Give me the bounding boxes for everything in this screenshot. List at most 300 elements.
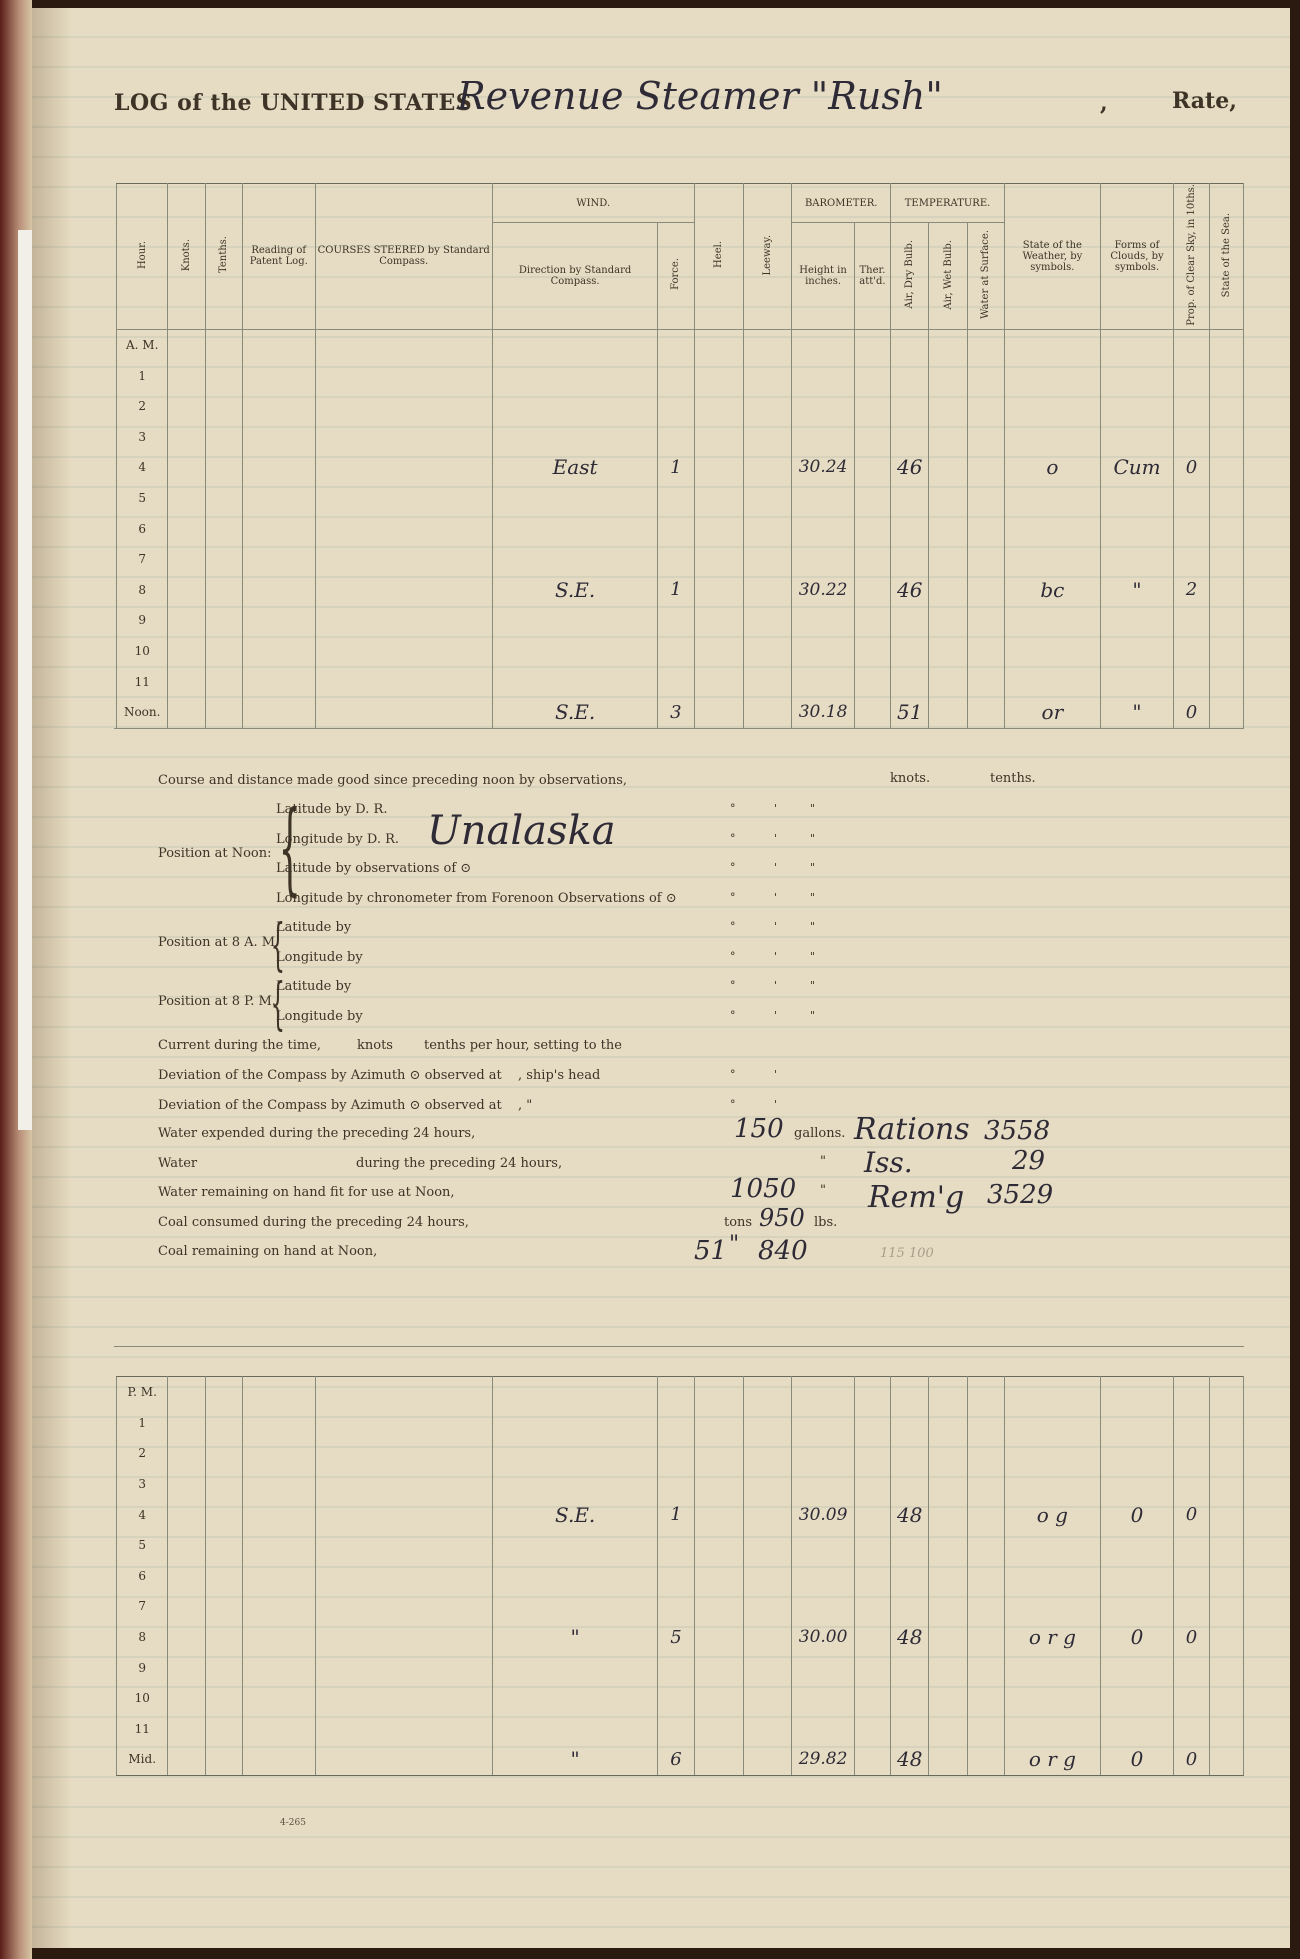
baro-ther-cell — [854, 1591, 890, 1622]
hour-cell: 2 — [117, 391, 168, 422]
baro-ther-cell — [854, 1469, 890, 1500]
wind-direction-cell — [492, 1438, 657, 1469]
hour-cell: 4 — [117, 1499, 168, 1530]
gallons-label: gallons. — [794, 1126, 846, 1141]
wind-direction-cell — [492, 544, 657, 575]
lat-obs: Latitude by observations of ⊙ — [276, 861, 472, 876]
wind-force-cell — [658, 605, 694, 636]
clear-sky-cell: 0 — [1174, 1499, 1209, 1530]
air-dry-cell — [891, 544, 929, 575]
min-marker: ' — [774, 891, 778, 904]
leeway-cell — [743, 391, 791, 422]
knots-cell — [168, 391, 205, 422]
sea-cell — [1209, 1469, 1243, 1500]
patent-log-cell — [243, 1561, 316, 1592]
water-remaining: Water remaining on hand fit for use at Noon, — [158, 1185, 455, 1200]
baro-height-cell — [792, 1591, 854, 1622]
wind-direction-cell — [492, 1530, 657, 1561]
knots-cell — [168, 483, 205, 514]
table-row — [117, 1622, 1244, 1653]
current-line: Current during the time, — [158, 1038, 322, 1053]
knots-cell — [168, 636, 205, 667]
hour-cell: 10 — [117, 1683, 168, 1714]
wind-force-cell — [658, 666, 694, 697]
deg-marker: ° — [730, 832, 736, 845]
table-row — [117, 1561, 1244, 1592]
table-row — [117, 605, 1244, 636]
water-surface-cell — [967, 329, 1004, 360]
air-wet-cell — [929, 360, 967, 391]
water-expended: Water expended during the preceding 24 hours, — [158, 1126, 476, 1141]
ditto-1: " — [820, 1154, 826, 1169]
clear-sky-cell — [1174, 544, 1209, 575]
weather-cell — [1004, 360, 1100, 391]
min-marker: ' — [774, 861, 778, 874]
water-surface-cell — [967, 391, 1004, 422]
sea-cell — [1209, 1591, 1243, 1622]
wind-direction-cell: S.E. — [492, 1499, 657, 1530]
patent-log-cell — [243, 1438, 316, 1469]
wind-direction-cell — [492, 636, 657, 667]
col-air-wet: Air, Wet Bulb. — [929, 223, 967, 330]
wind-force-cell — [658, 360, 694, 391]
wind-direction-cell — [492, 1377, 657, 1408]
wind-direction-cell — [492, 360, 657, 391]
lon-dr: Longitude by D. R. — [276, 832, 399, 847]
course-cell — [315, 1408, 492, 1439]
baro-ther-cell — [854, 1438, 890, 1469]
deviation-1: Deviation of the Compass by Azimuth ⊙ observed at — [158, 1068, 502, 1083]
tenths-cell — [205, 605, 242, 636]
air-dry-cell — [891, 1652, 929, 1683]
baro-height-cell: 30.18 — [792, 697, 854, 728]
patent-log-cell — [243, 1377, 316, 1408]
baro-ther-cell — [854, 697, 890, 728]
baro-ther-cell — [854, 422, 890, 453]
baro-height-cell — [792, 360, 854, 391]
table-row — [117, 1499, 1244, 1530]
issued-label: Iss. — [864, 1146, 913, 1179]
clear-sky-cell — [1174, 360, 1209, 391]
tenths-cell — [205, 1683, 242, 1714]
leeway-cell — [743, 697, 791, 728]
baro-height-cell: 30.22 — [792, 575, 854, 606]
heel-cell — [694, 329, 743, 360]
weather-cell — [1004, 666, 1100, 697]
table-row — [117, 697, 1244, 728]
hour-cell: Noon. — [117, 697, 168, 728]
col-hour: Hour. — [117, 184, 168, 330]
air-dry-cell — [891, 513, 929, 544]
hour-cell: 4 — [117, 452, 168, 483]
am-log-table — [116, 183, 1244, 729]
tenths-cell — [205, 329, 242, 360]
sea-cell — [1209, 605, 1243, 636]
tenths-cell — [205, 1744, 242, 1775]
wind-force-cell — [658, 483, 694, 514]
ditto-2: " — [820, 1183, 826, 1198]
water-surface-cell — [967, 422, 1004, 453]
patent-log-cell — [243, 1622, 316, 1653]
air-wet-cell — [929, 575, 967, 606]
leeway-cell — [743, 1591, 791, 1622]
air-dry-cell — [891, 1408, 929, 1439]
col-courses: COURSES STEERED by Standard Compass. — [315, 184, 492, 330]
heel-cell — [694, 391, 743, 422]
faint-note: 115 100 — [880, 1246, 934, 1261]
air-dry-cell: 46 — [891, 575, 929, 606]
deviation-2: Deviation of the Compass by Azimuth ⊙ observed at — [158, 1098, 502, 1113]
clouds-cell — [1100, 1377, 1174, 1408]
hour-cell: 1 — [117, 1408, 168, 1439]
sec-marker: " — [810, 920, 816, 933]
lon-by-8am: Longitude by — [276, 950, 363, 965]
patent-log-cell — [242, 329, 315, 360]
air-wet-cell — [929, 1591, 967, 1622]
leeway-cell — [743, 1561, 791, 1592]
weather-cell — [1004, 605, 1100, 636]
clouds-cell — [1100, 1438, 1174, 1469]
brace-noon: { — [278, 789, 301, 906]
tenths-label: tenths. — [990, 771, 1036, 786]
heel-cell — [694, 452, 743, 483]
baro-height-cell — [792, 636, 854, 667]
sea-cell — [1209, 1622, 1243, 1653]
sea-cell — [1209, 1561, 1243, 1592]
weather-cell: or — [1004, 697, 1100, 728]
heel-cell — [694, 1652, 743, 1683]
patent-log-cell — [243, 1683, 316, 1714]
wind-force-cell: 6 — [658, 1744, 694, 1775]
knots-cell — [168, 1622, 205, 1653]
col-patent-log: Reading of Patent Log. — [242, 184, 315, 330]
clear-sky-cell — [1174, 422, 1209, 453]
clear-sky-cell — [1174, 483, 1209, 514]
lon-chrono: Longitude by chronometer from Forenoon Observations of ⊙ — [276, 891, 677, 906]
wind-force-cell — [658, 544, 694, 575]
heel-cell — [694, 1561, 743, 1592]
log-title: LOG of the UNITED STATES — [114, 90, 473, 116]
leeway-cell — [743, 636, 791, 667]
hour-cell: 7 — [117, 544, 168, 575]
baro-ther-cell — [854, 329, 890, 360]
heel-cell — [694, 636, 743, 667]
hour-cell: 11 — [117, 1714, 168, 1745]
sec-marker: " — [810, 861, 816, 874]
table-row — [117, 1652, 1244, 1683]
air-wet-cell — [929, 1438, 967, 1469]
sea-cell — [1209, 666, 1243, 697]
air-dry-cell — [891, 329, 929, 360]
table-row — [117, 1683, 1244, 1714]
clear-sky-cell — [1174, 1683, 1209, 1714]
weather-cell — [1005, 1438, 1101, 1469]
water-surface-cell — [967, 1377, 1004, 1408]
air-wet-cell — [929, 544, 967, 575]
deg-marker: ° — [730, 920, 736, 933]
knots-cell — [168, 605, 205, 636]
log-page — [32, 8, 1290, 1948]
sec-marker: " — [810, 1009, 816, 1022]
hour-cell: 3 — [117, 422, 168, 453]
tenths-cell — [205, 1591, 242, 1622]
course-cell — [315, 1499, 492, 1530]
air-dry-cell — [891, 422, 929, 453]
knots-cell — [168, 422, 205, 453]
course-cell — [315, 697, 492, 728]
air-wet-cell — [929, 1499, 967, 1530]
patent-log-cell — [242, 666, 315, 697]
sea-cell — [1209, 1683, 1243, 1714]
water-during: during the preceding 24 hours, — [356, 1156, 563, 1171]
clouds-cell: Cum — [1100, 452, 1174, 483]
clouds-cell — [1100, 666, 1174, 697]
tenths-cell — [205, 1499, 242, 1530]
wind-force-cell — [658, 1408, 694, 1439]
wind-force-cell — [658, 1683, 694, 1714]
patent-log-cell — [243, 1408, 316, 1439]
position-noon-hand: Unalaska — [427, 808, 616, 854]
heel-cell — [694, 1591, 743, 1622]
baro-height-cell: 30.00 — [792, 1622, 854, 1653]
form-number: 4-265 — [280, 1818, 306, 1828]
tenths-cell — [205, 544, 242, 575]
baro-height-cell — [792, 422, 854, 453]
sea-cell — [1209, 329, 1243, 360]
knots-cell — [168, 544, 205, 575]
tenths-cell — [205, 1714, 242, 1745]
tenths-cell — [205, 1408, 242, 1439]
sec-marker: " — [810, 891, 816, 904]
knots-cell — [168, 1714, 205, 1745]
water-surface-cell — [967, 360, 1004, 391]
clear-sky-cell — [1174, 1408, 1209, 1439]
clouds-cell — [1100, 1714, 1174, 1745]
baro-ther-cell — [854, 1377, 890, 1408]
hour-cell: 3 — [117, 1469, 168, 1500]
sec-marker: " — [810, 950, 816, 963]
water-surface-cell — [967, 1591, 1004, 1622]
air-dry-cell — [891, 1714, 929, 1745]
wind-force-cell — [658, 513, 694, 544]
knots-cell — [168, 1591, 205, 1622]
sea-cell — [1209, 1652, 1243, 1683]
leeway-cell — [743, 1622, 791, 1653]
wind-direction-cell: East — [492, 452, 657, 483]
weather-cell — [1005, 1561, 1101, 1592]
baro-height-cell — [792, 1714, 854, 1745]
wind-force-cell — [658, 1377, 694, 1408]
coal-remaining-ditto: " — [729, 1232, 740, 1257]
weather-cell — [1004, 329, 1100, 360]
baro-height-cell — [792, 1408, 854, 1439]
patent-log-cell — [243, 1744, 316, 1775]
course-cell — [315, 1591, 492, 1622]
air-dry-cell: 51 — [891, 697, 929, 728]
clouds-cell — [1100, 513, 1174, 544]
air-wet-cell — [929, 636, 967, 667]
patent-log-cell — [243, 1714, 316, 1745]
tenths-cell — [205, 483, 242, 514]
deg-marker: ° — [730, 802, 736, 815]
col-knots: Knots. — [168, 184, 205, 330]
lat-dr: Latitude by D. R. — [276, 802, 388, 817]
lat-by-8pm: Latitude by — [276, 979, 352, 994]
sec-marker: " — [810, 802, 816, 815]
position-8am-label: Position at 8 A. M. — [158, 935, 280, 950]
page-edge — [18, 230, 32, 1130]
hour-cell: P. M. — [117, 1377, 168, 1408]
hour-cell: 7 — [117, 1591, 168, 1622]
patent-log-cell — [242, 636, 315, 667]
heel-cell — [694, 1499, 743, 1530]
deviation-2-tail: , " — [518, 1098, 533, 1113]
sea-cell — [1209, 1438, 1243, 1469]
table-row — [117, 636, 1244, 667]
table-row — [117, 329, 1244, 360]
wind-force-cell — [658, 1530, 694, 1561]
baro-ther-cell — [854, 1499, 890, 1530]
leeway-cell — [743, 422, 791, 453]
hour-cell: 8 — [117, 575, 168, 606]
remaining-label: Rem'g — [868, 1180, 965, 1215]
deg-marker: ° — [730, 861, 736, 874]
col-clear-sky: Prop. of Clear Sky, in 10ths. — [1174, 184, 1209, 330]
col-tenths: Tenths. — [205, 184, 242, 330]
sea-cell — [1209, 1408, 1243, 1439]
wind-direction-cell — [492, 1408, 657, 1439]
heel-cell — [694, 360, 743, 391]
clear-sky-cell — [1174, 1438, 1209, 1469]
wind-force-cell: 1 — [658, 575, 694, 606]
water-surface-cell — [967, 1530, 1004, 1561]
knots-cell — [168, 1561, 205, 1592]
baro-height-cell — [792, 1561, 854, 1592]
heel-cell — [694, 513, 743, 544]
col-temperature: TEMPERATURE. — [891, 184, 1005, 223]
leeway-cell — [743, 1530, 791, 1561]
heel-cell — [694, 1683, 743, 1714]
leeway-cell — [743, 1377, 791, 1408]
knots-cell — [168, 1683, 205, 1714]
weather-cell: bc — [1004, 575, 1100, 606]
water-surface-cell — [967, 1499, 1004, 1530]
rations-label: Rations — [854, 1112, 970, 1147]
patent-log-cell — [242, 422, 315, 453]
air-wet-cell — [929, 1561, 967, 1592]
min-marker: ' — [774, 1068, 778, 1081]
air-wet-cell — [929, 329, 967, 360]
baro-height-cell: 29.82 — [792, 1744, 854, 1775]
baro-ther-cell — [854, 1652, 890, 1683]
baro-height-cell — [792, 1438, 854, 1469]
wind-direction-cell — [492, 1561, 657, 1592]
water-surface-cell — [967, 605, 1004, 636]
baro-ther-cell — [854, 666, 890, 697]
patent-log-cell — [243, 1499, 316, 1530]
water-surface-cell — [967, 636, 1004, 667]
tenths-cell — [205, 636, 242, 667]
hour-cell: 9 — [117, 1652, 168, 1683]
clouds-cell: 0 — [1100, 1499, 1174, 1530]
heel-cell — [694, 605, 743, 636]
knots-cell — [168, 1408, 205, 1439]
position-8pm-label: Position at 8 P. M. — [158, 994, 276, 1009]
sea-cell — [1209, 1714, 1243, 1745]
air-dry-cell: 48 — [891, 1499, 929, 1530]
weather-cell — [1005, 1683, 1101, 1714]
baro-ther-cell — [854, 513, 890, 544]
table-row — [117, 1377, 1244, 1408]
wind-direction-cell — [492, 1714, 657, 1745]
knots-cell — [168, 1469, 205, 1500]
title-comma: , — [1100, 90, 1108, 116]
col-baro-height: Height in inches. — [792, 223, 854, 330]
knots-cell — [168, 1499, 205, 1530]
baro-ther-cell — [854, 1530, 890, 1561]
coal-consumed: Coal consumed during the preceding 24 hours, — [158, 1215, 469, 1230]
water-surface-cell — [967, 1408, 1004, 1439]
baro-height-cell — [792, 605, 854, 636]
weather-cell — [1005, 1469, 1101, 1500]
baro-height-cell — [792, 391, 854, 422]
baro-ther-cell — [854, 483, 890, 514]
col-baro-ther: Ther. att'd. — [854, 223, 890, 330]
coal-remaining-lbs: 840 — [758, 1236, 808, 1266]
air-dry-cell — [891, 1377, 929, 1408]
course-cell — [315, 605, 492, 636]
wind-direction-cell — [492, 1652, 657, 1683]
table-row — [117, 452, 1244, 483]
water-surface-cell — [967, 452, 1004, 483]
clouds-cell — [1100, 1469, 1174, 1500]
baro-ther-cell — [854, 544, 890, 575]
knots-cell — [168, 329, 205, 360]
wind-direction-cell: " — [492, 1744, 657, 1775]
wind-direction-cell: S.E. — [492, 575, 657, 606]
wind-force-cell — [658, 1438, 694, 1469]
min-marker: ' — [774, 832, 778, 845]
sea-cell — [1209, 1499, 1243, 1530]
hour-cell: 2 — [117, 1438, 168, 1469]
air-wet-cell — [929, 1622, 967, 1653]
sec-marker: " — [810, 979, 816, 992]
baro-height-cell — [792, 513, 854, 544]
hour-cell: 1 — [117, 360, 168, 391]
tenths-cell — [205, 1530, 242, 1561]
water-surface-cell — [967, 1561, 1004, 1592]
course-cell — [315, 1714, 492, 1745]
course-cell — [315, 329, 492, 360]
water-surface-cell — [967, 575, 1004, 606]
tenths-cell — [205, 1652, 242, 1683]
tenths-cell — [205, 697, 242, 728]
baro-ther-cell — [854, 452, 890, 483]
wind-force-cell — [658, 422, 694, 453]
patent-log-cell — [242, 544, 315, 575]
leeway-cell — [743, 1744, 791, 1775]
wind-direction-cell — [492, 422, 657, 453]
wind-force-cell — [658, 1591, 694, 1622]
wind-force-cell: 3 — [658, 697, 694, 728]
knots-cell — [168, 1377, 205, 1408]
baro-height-cell — [792, 329, 854, 360]
weather-cell — [1004, 391, 1100, 422]
leeway-cell — [743, 1499, 791, 1530]
weather-cell — [1004, 513, 1100, 544]
baro-ther-cell — [854, 1683, 890, 1714]
air-dry-cell — [891, 666, 929, 697]
